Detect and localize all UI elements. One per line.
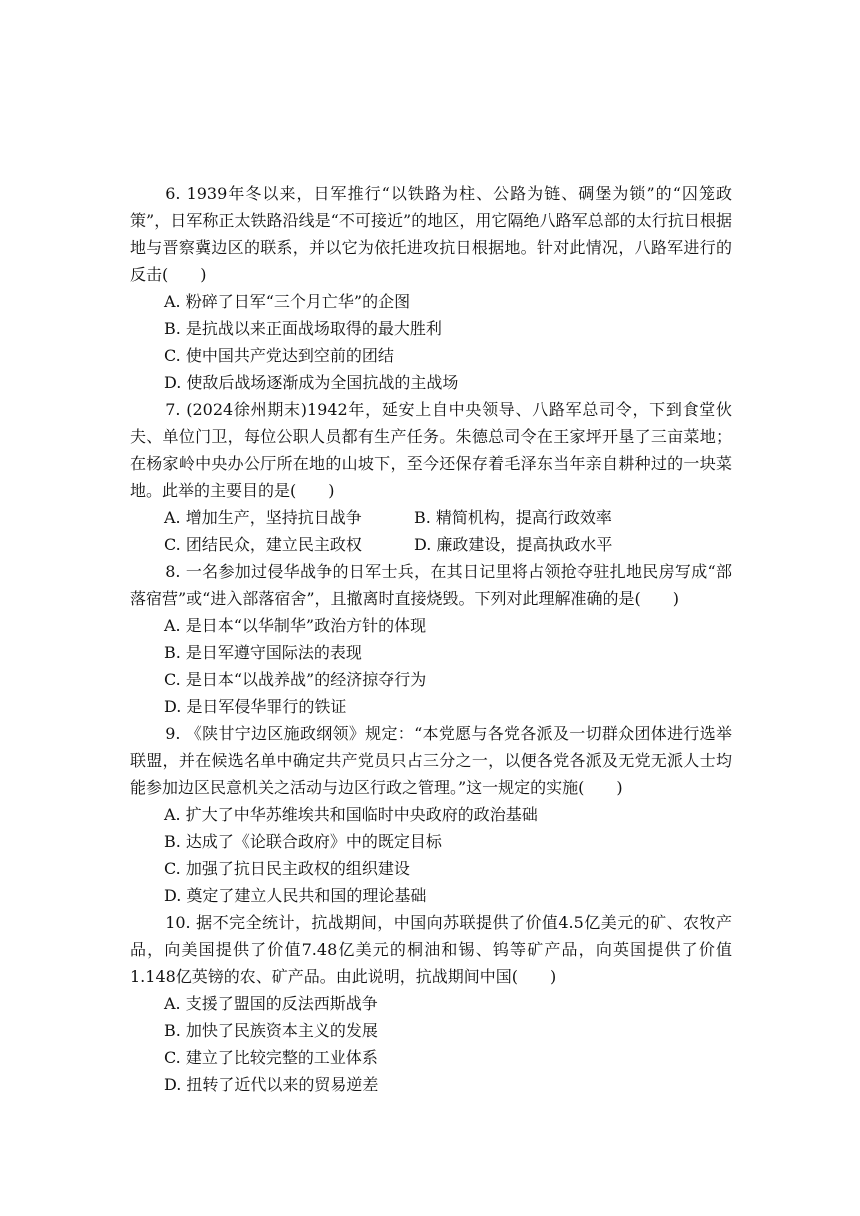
option-a: A. 扩大了中华苏维埃共和国临时中央政府的政治基础 <box>164 805 538 824</box>
option-b: B. 加快了民族资本主义的发展 <box>164 1021 378 1040</box>
question-stem: 6. 1939年冬以来，日军推行“以铁路为柱、公路为链、碉堡为锁”的“囚笼政策”，日军称正太铁路沿线是“不可接近”的地区，用它隔绝八路军总部的太行抗日根据地与晋察冀边区的联系，并以它为依托进攻抗日根据地。针对此情况，八路军进行的反击( ) <box>130 184 732 284</box>
option-b: B. 达成了《论联合政府》中的既定目标 <box>164 832 442 851</box>
option-a: A. 是日本“以华制华”政治方针的体现 <box>164 616 427 635</box>
question-8 <box>130 558 732 720</box>
option-d: D. 扭转了近代以来的贸易逆差 <box>164 1075 379 1094</box>
option-d: D. 使敌后战场逐渐成为全国抗战的主战场 <box>164 373 459 392</box>
option-d: D. 奠定了建立人民共和国的理论基础 <box>164 886 427 905</box>
option-row <box>130 504 732 531</box>
question-9 <box>130 720 732 909</box>
option-a: A. 增加生产，坚持抗日战争 <box>164 508 362 527</box>
question-stem: 10. 据不完全统计，抗战期间，中国向苏联提供了价值4.5亿美元的矿、农牧产品，向美国提供了价值7.48亿美元的桐油和锡、钨等矿产品，向英国提供了价值1.148亿英镑的农、矿产品。由此说明，抗战期间中国( ) <box>130 913 732 986</box>
question-6 <box>130 180 732 396</box>
option-c: C. 使中国共产党达到空前的团结 <box>164 346 394 365</box>
question-10 <box>130 909 732 1098</box>
option-b: B. 是抗战以来正面战场取得的最大胜利 <box>164 319 442 338</box>
question-7 <box>130 396 732 558</box>
question-stem: 9. 《陕甘宁边区施政纲领》规定：“本党愿与各党各派及一切群众团体进行选举联盟，并在候选名单中确定共产党员只占三分之一，以便各党各派及无党无派人士均能参加边区民意机关之活动与边区行政之管理。”这一规定的实施( ) <box>130 724 732 797</box>
option-c: C. 团结民众，建立民主政权 <box>164 535 362 554</box>
option-row <box>130 531 732 558</box>
option-d: D. 廉政建设，提高执政水平 <box>414 535 613 554</box>
option-d: D. 是日军侵华罪行的铁证 <box>164 697 347 716</box>
option-c: C. 建立了比较完整的工业体系 <box>164 1048 378 1067</box>
question-stem: 7. (2024徐州期末)1942年，延安上自中央领导、八路军总司令，下到食堂伙夫、单位门卫，每位公职人员都有生产任务。朱德总司令在王家坪开垦了三亩菜地；在杨家岭中央办公厅所在地的山坡下，至今还保存着毛泽东当年亲自耕种过的一块菜地。此举的主要目的是( ) <box>130 400 732 500</box>
option-a: A. 支援了盟国的反法西斯战争 <box>164 994 378 1013</box>
option-b: B. 是日军遵守国际法的表现 <box>164 643 362 662</box>
question-stem: 8. 一名参加过侵华战争的日军士兵，在其日记里将占领抢夺驻扎地民房写成“部落宿营”或“进入部落宿舍”，且撤离时直接烧毁。下列对此理解准确的是( ) <box>130 562 732 608</box>
option-b: B. 精简机构，提高行政效率 <box>414 508 612 527</box>
option-c: C. 加强了抗日民主政权的组织建设 <box>164 859 410 878</box>
question-page <box>130 180 732 1098</box>
option-a: A. 粉碎了日军“三个月亡华”的企图 <box>164 292 411 311</box>
option-c: C. 是日本“以战养战”的经济掠夺行为 <box>164 670 427 689</box>
